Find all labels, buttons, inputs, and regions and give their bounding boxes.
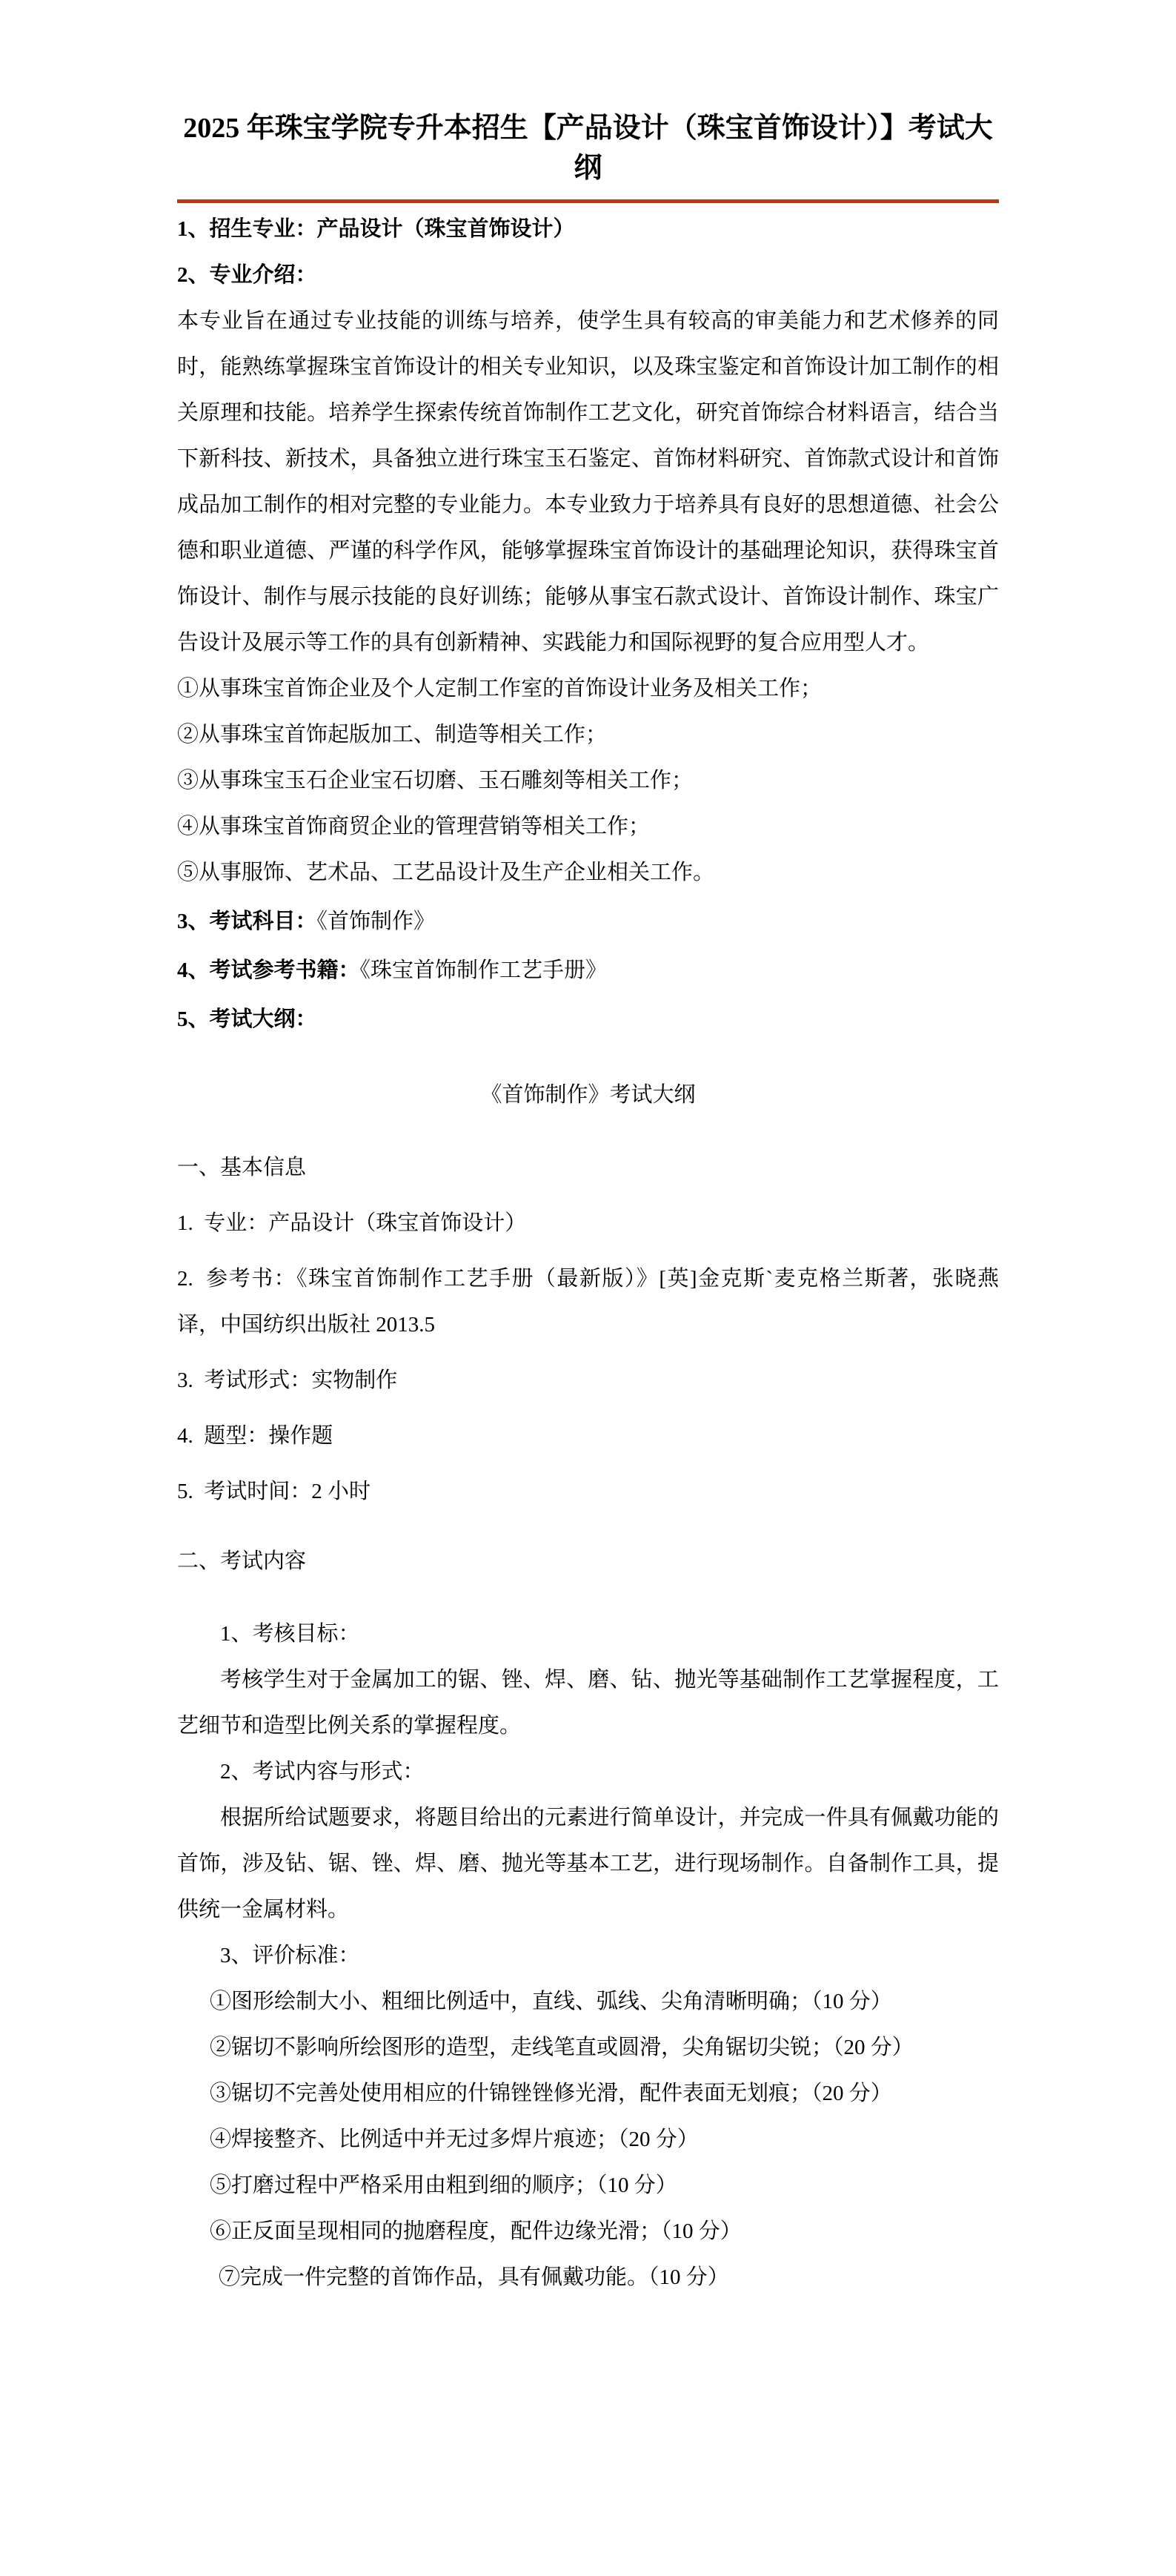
criteria-item-2: ②锯切不影响所绘图形的造型，走线笔直或圆滑，尖角锯切尖锐；（20 分） bbox=[210, 2036, 914, 2059]
exam-outline-line bbox=[177, 996, 999, 1042]
exam-subject-line bbox=[177, 898, 999, 944]
assessment-goal-heading: 1、考核目标： bbox=[220, 1622, 360, 1646]
exam-subject-label: 3、考试科目： bbox=[177, 910, 317, 933]
exam-subject-value: 《首饰制作》 bbox=[316, 910, 436, 933]
admission-major-value: 产品设计（珠宝首饰设计） bbox=[316, 217, 575, 241]
criteria-item-3: ③锯切不完善处使用相应的什锦锉锉修光滑，配件表面无划痕；（20 分） bbox=[210, 2082, 892, 2105]
info-item-exam-form: 3. 考试形式：实物制作 bbox=[177, 1368, 398, 1392]
career-item-4: ④从事珠宝首饰商贸企业的管理营销等相关工作； bbox=[177, 815, 651, 838]
exam-content-form-text: 根据所给试题要求，将题目给出的元素进行简单设计，并完成一件具有佩戴功能的首饰，涉及钻、锯、锉、焊、磨、抛光等基本工艺，进行现场制作。自备制作工具，提供统一金属材料。 bbox=[177, 1806, 999, 1921]
criteria-item-4: ④焊接整齐、比例适中并无过多焊片痕迹；（20 分） bbox=[210, 2128, 699, 2151]
info-item-reference: 2. 参考书：《珠宝首饰制作工艺手册（最新版）》[英]金克斯`麦克格兰斯著，张晓燕译，中国纺织出版社 2013.5 bbox=[177, 1267, 999, 1337]
exam-content-form-heading: 2、考试内容与形式： bbox=[220, 1760, 425, 1784]
info-item-question-type: 4. 题型：操作题 bbox=[177, 1424, 333, 1448]
reference-books-value: 《珠宝首饰制作工艺手册》 bbox=[359, 958, 608, 982]
career-item-3: ③从事珠宝玉石企业宝石切磨、玉石雕刻等相关工作； bbox=[177, 769, 694, 792]
doc-title: 2025 年珠宝学院专升本招生【产品设计（珠宝首饰设计）】考试大纲 bbox=[183, 113, 993, 184]
criteria-item-7: ⑦完成一件完整的首饰作品，具有佩戴功能。（10 分） bbox=[219, 2265, 729, 2289]
section-basic-info-heading: 一、基本信息 bbox=[177, 1156, 307, 1179]
reference-books-line bbox=[177, 947, 999, 993]
admission-major-label: 1、招生专业： bbox=[177, 217, 317, 241]
career-item-5: ⑤从事服饰、艺术品、工艺品设计及生产企业相关工作。 bbox=[177, 861, 715, 884]
section-exam-content-heading: 二、考试内容 bbox=[177, 1549, 307, 1573]
intro-paragraph: 本专业旨在通过专业技能的训练与培养，使学生具有较高的审美能力和艺术修养的同时，能熟练掌握珠宝首饰设计的相关专业知识，以及珠宝鉴定和首饰设计加工制作的相关原理和技能。培养学生探索传统首饰制作工艺文化，研究首饰综合材料语言，结合当下新科技、新技术，具备独立进行珠宝玉石鉴定、首饰材料研究、首饰款式设计和首饰成品加工制作的相对完整的专业能力。本专业致力于培养具有良好的思想道德、社会公德和职业道德、严谨的科学作风，能够掌握珠宝首饰设计的基础理论知识，获得珠宝首饰设计、制作与展示技能的良好训练；能够从事宝石款式设计、首饰设计制作、珠宝广告设计及展示等工作的具有创新精神、实践能力和国际视野的复合应用型人才。 bbox=[177, 309, 999, 655]
criteria-list bbox=[177, 1979, 999, 2300]
career-item-2: ②从事珠宝首饰起版加工、制造等相关工作； bbox=[177, 723, 608, 746]
info-item-duration: 5. 考试时间：2 小时 bbox=[177, 1480, 371, 1503]
admission-major-line bbox=[177, 206, 999, 252]
assessment-goal-text: 考核学生对于金属加工的锯、锉、焊、磨、钻、抛光等基础制作工艺掌握程度，工艺细节和造型比例关系的掌握程度。 bbox=[177, 1668, 999, 1738]
info-item-major: 1. 专业：产品设计（珠宝首饰设计） bbox=[177, 1211, 527, 1235]
reference-books-label: 4、考试参考书籍： bbox=[177, 958, 360, 982]
major-intro-heading: 2、专业介绍： bbox=[177, 263, 317, 287]
document-page bbox=[0, 108, 1176, 2576]
criteria-item-5: ⑤打磨过程中严格采用由粗到细的顺序；（10 分） bbox=[210, 2173, 677, 2197]
title-divider bbox=[177, 199, 999, 203]
criteria-item-6: ⑥正反面呈现相同的抛磨程度，配件边缘光滑；（10 分） bbox=[210, 2219, 742, 2243]
criteria-item-1: ①图形绘制大小、粗细比例适中，直线、弧线、尖角清晰明确；（10 分） bbox=[210, 1990, 892, 2013]
exam-outline-label: 5、考试大纲： bbox=[177, 1007, 317, 1031]
career-item-1: ①从事珠宝首饰企业及个人定制工作室的首饰设计业务及相关工作； bbox=[177, 677, 823, 701]
outline-title: 《首饰制作》考试大纲 bbox=[480, 1083, 696, 1107]
criteria-heading: 3、评价标准： bbox=[220, 1944, 360, 1967]
